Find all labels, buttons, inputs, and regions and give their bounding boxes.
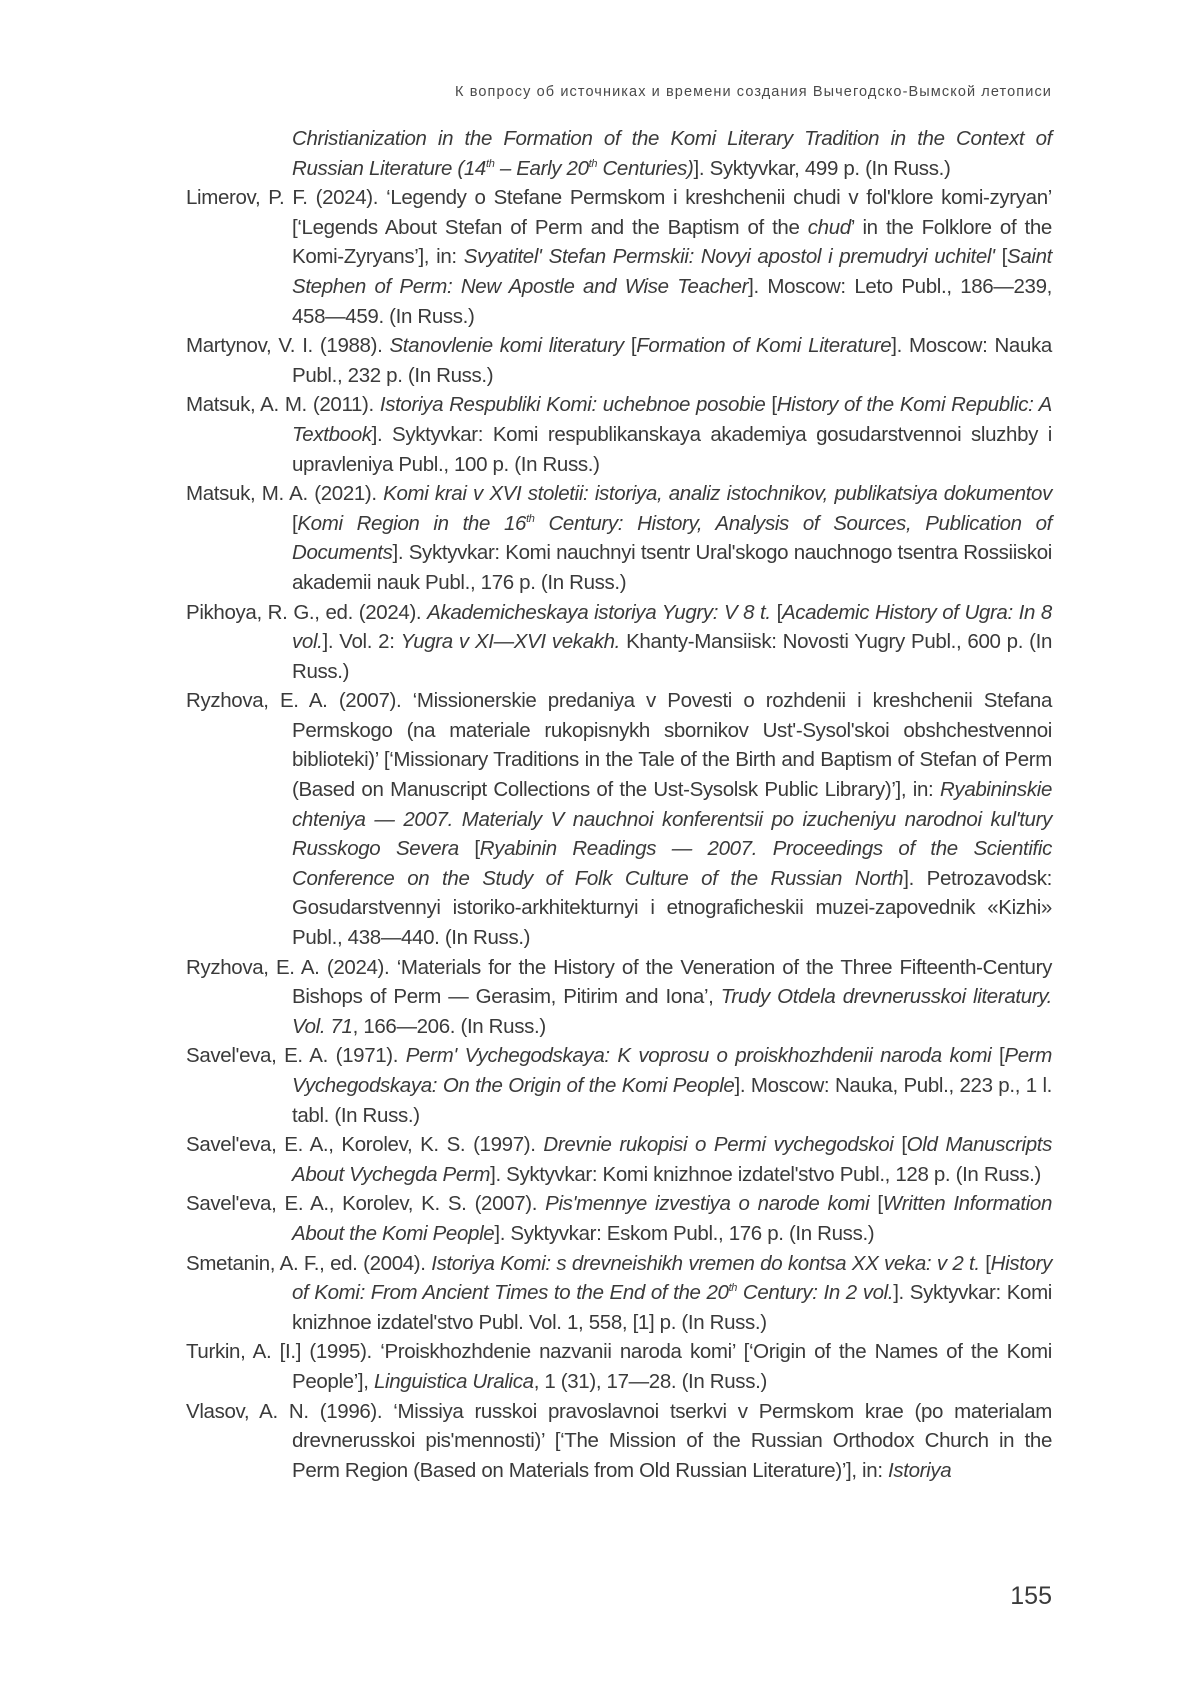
- reference-italic-text: Drevnie rukopisi o Permi vychegodskoi: [543, 1133, 893, 1156]
- superscript: th: [486, 158, 494, 170]
- reference-text: ]. Moscow: Nauka Publ., 232 p. (In Russ.): [292, 334, 1052, 387]
- reference-text: Matsuk, A. M. (2011).: [186, 393, 380, 416]
- reference-entry: [186, 953, 1052, 1042]
- reference-text: Ryzhova, E. A. (2007). ‘Missionerskie predaniya v Povesti o rozhdenii i kreshchenii Stefana Permskogo (na materiale rukopisnykh sbornikov Ust'-Sysol'skoi obshchestvennoi biblioteki)’ [‘Missionary Traditions in the Tale of the Birth and Baptism of Stefan of Perm (Based on Manuscript Collections of the Ust-Sysolsk Public Library)’], in:: [186, 689, 1052, 801]
- reference-text: [: [624, 334, 636, 357]
- reference-italic-text: Perm Vychegodskaya: On the Origin of the Komi People: [292, 1044, 1052, 1097]
- reference-italic-text: Perm' Vychegodskaya: K voprosu o proiskhozhdenii naroda komi: [406, 1044, 992, 1067]
- reference-italic-text: Old Manuscripts About Vychegda Perm: [292, 1133, 1052, 1186]
- reference-italic-text: Istoriya Komi: s drevneishikh vremen do kontsa XX veka: v 2 t.: [431, 1252, 979, 1275]
- reference-entry: [186, 183, 1052, 331]
- reference-italic-text: Trudy Otdela drevnerusskoi literatury. Vol. 71: [292, 985, 1052, 1038]
- reference-text: Khanty-Mansiisk: Novosti Yugry Publ., 600 p. (In Russ.): [292, 630, 1052, 683]
- reference-italic-text: Saint Stephen of Perm: New Apostle and Wise Teacher: [292, 245, 1052, 298]
- reference-entry: [186, 390, 1052, 479]
- reference-italic-text: Istoriya Respubliki Komi: uchebnoe posobie: [380, 393, 766, 416]
- reference-text: ’ in the Folklore of the Komi-Zyryans’], in:: [292, 216, 1052, 269]
- reference-italic-text: Century: In 2 vol.: [737, 1281, 893, 1304]
- reference-text: , 166—206. (In Russ.): [353, 1015, 546, 1038]
- reference-text: ]. Syktyvkar: Komi nauchnyi tsentr Ural'skogo nauchnogo tsentra Rossiiskoi akademii nauk Publ., 176 p. (In Russ.): [292, 541, 1052, 594]
- reference-italic-text: Formation of Komi Literature: [636, 334, 891, 357]
- reference-italic-text: History of the Komi Republic: A Textbook: [292, 393, 1052, 446]
- reference-text: Limerov, P. F. (2024). ‘Legendy o Stefane Permskom i kreshchenii chudi v fol'klore komi-zyryan’ [‘Legends About Stefan of Perm and the Baptism of the: [186, 186, 1052, 239]
- reference-text: Pikhoya, R. G., ed. (2024).: [186, 601, 427, 624]
- reference-text: [: [869, 1192, 882, 1215]
- reference-text: Matsuk, M. A. (2021).: [186, 482, 383, 505]
- reference-text: [: [991, 1044, 1004, 1067]
- reference-text: Savel'eva, E. A., Korolev, K. S. (1997).: [186, 1133, 543, 1156]
- reference-italic-text: Linguistica Uralica: [374, 1370, 534, 1393]
- reference-text: [: [765, 393, 776, 416]
- reference-text: Turkin, A. [I.] (1995). ‘Proiskhozhdenie nazvanii naroda komi’ [‘Origin of the Names of the Komi People’],: [186, 1340, 1052, 1393]
- reference-text: Ryzhova, E. A. (2024). ‘Materials for the History of the Veneration of the Three Fifteenth-Century Bishops of Perm — Gerasim, Pitirim and Iona’,: [186, 956, 1052, 1009]
- reference-entry: [186, 479, 1052, 597]
- reference-list: [186, 124, 1052, 1485]
- reference-italic-text: Written Information About the Komi People: [292, 1192, 1052, 1245]
- reference-italic-text: Komi Region in the 16: [297, 512, 526, 535]
- reference-text: Savel'eva, E. A., Korolev, K. S. (2007).: [186, 1192, 545, 1215]
- reference-entry: [186, 1397, 1052, 1486]
- reference-italic-text: Centuries): [597, 157, 693, 180]
- reference-text: [: [459, 837, 480, 860]
- reference-text: ]. Moscow: Nauka, Publ., 223 p., 1 l. tabl. (In Russ.): [292, 1074, 1052, 1127]
- reference-text: ]. Syktyvkar: Eskom Publ., 176 p. (In Russ.): [494, 1222, 874, 1245]
- reference-text: ]. Syktyvkar: Komi knizhnoe izdatel'stvo Publ. Vol. 1, 558, [1] p. (In Russ.): [292, 1281, 1052, 1334]
- reference-italic-text: Stanovlenie komi literatury: [389, 334, 623, 357]
- reference-entry: [186, 331, 1052, 390]
- reference-entry: [186, 686, 1052, 952]
- reference-text: [: [771, 601, 782, 624]
- reference-entry: [186, 1249, 1052, 1338]
- reference-entry: [186, 1130, 1052, 1189]
- reference-text: ]. Syktyvkar, 499 p. (In Russ.): [694, 157, 951, 180]
- reference-italic-text: Academic History of Ugra: In 8 vol.: [292, 601, 1052, 654]
- reference-entry: [186, 1189, 1052, 1248]
- reference-entry: [186, 598, 1052, 687]
- reference-italic-text: chud: [808, 216, 851, 239]
- reference-text: Smetanin, A. F., ed. (2004).: [186, 1252, 431, 1275]
- reference-text: ]. Vol. 2:: [323, 630, 401, 653]
- reference-italic-text: Akademicheskaya istoriya Yugry: V 8 t.: [427, 601, 771, 624]
- reference-text: [: [894, 1133, 907, 1156]
- reference-text: ]. Moscow: Leto Publ., 186—239, 458—459. (In Russ.): [292, 275, 1052, 328]
- reference-entry: [186, 1337, 1052, 1396]
- superscript: th: [729, 1282, 737, 1294]
- reference-text: Savel'eva, E. A. (1971).: [186, 1044, 406, 1067]
- reference-text: Martynov, V. I. (1988).: [186, 334, 389, 357]
- reference-entry-continued: [186, 124, 1052, 183]
- reference-italic-text: Istoriya: [888, 1459, 951, 1482]
- reference-italic-text: Pis'mennye izvestiya o narode komi: [545, 1192, 869, 1215]
- reference-text: , 1 (31), 17—28. (In Russ.): [534, 1370, 767, 1393]
- reference-text: Vlasov, A. N. (1996). ‘Missiya russkoi pravoslavnoi tserkvi v Permskom krae (po materialam drevnerusskoi pis'mennosti)’ [‘The Mission of the Russian Orthodox Church in the Perm Region (Based on Materials from Old Russian Literature)’], in:: [186, 1400, 1052, 1482]
- reference-italic-text: Century: History, Analysis of Sources, Publication of Documents: [292, 512, 1052, 565]
- reference-italic-text: Yugra v XI—XVI vekakh.: [401, 630, 620, 653]
- reference-text: ]. Syktyvkar: Komi knizhnoe izdatel'stvo Publ., 128 p. (In Russ.): [490, 1163, 1041, 1186]
- reference-text: [: [995, 245, 1007, 268]
- reference-text: ]. Syktyvkar: Komi respublikanskaya akademiya gosudarstvennoi sluzhby i upravleniya Publ., 100 p. (In Russ.): [292, 423, 1052, 476]
- reference-text: ]. Petrozavodsk: Gosudarstvennyi istoriko-arkhitekturnyi i etnograficheskii muzei-zapovednik «Kizhi» Publ., 438—440. (In Russ.): [292, 867, 1052, 949]
- reference-text: [: [980, 1252, 991, 1275]
- reference-italic-text: Komi krai v XVI stoletii: istoriya, analiz istochnikov, publikatsiya dokumentov: [383, 482, 1052, 505]
- running-header: К вопросу об источниках и времени создания Вычегодско-Вымской летописи: [180, 84, 1052, 100]
- superscript: th: [589, 158, 597, 170]
- reference-italic-text: – Early 20: [494, 157, 588, 180]
- reference-italic-text: Ryabininskie chteniya — 2007. Materialy V nauchnoi konferentsii po izucheniyu narodnoi kul'tury Russkogo Severa: [292, 778, 1052, 860]
- reference-italic-text: Ryabinin Readings — 2007. Proceedings of the Scientific Conference on the Study of Folk Culture of the Russian North: [292, 837, 1052, 890]
- superscript: th: [526, 513, 534, 525]
- reference-entry: [186, 1041, 1052, 1130]
- reference-text: [: [292, 512, 297, 535]
- page-number: 155: [900, 1582, 1052, 1611]
- reference-italic-text: History of Komi: From Ancient Times to the End of the 20: [292, 1252, 1052, 1305]
- reference-italic-text: Svyatitel' Stefan Permskii: Novyi apostol i premudryi uchitel': [464, 245, 995, 268]
- reference-italic-text: Christianization in the Formation of the Komi Literary Tradition in the Context of Russian Literature (14: [292, 127, 1052, 180]
